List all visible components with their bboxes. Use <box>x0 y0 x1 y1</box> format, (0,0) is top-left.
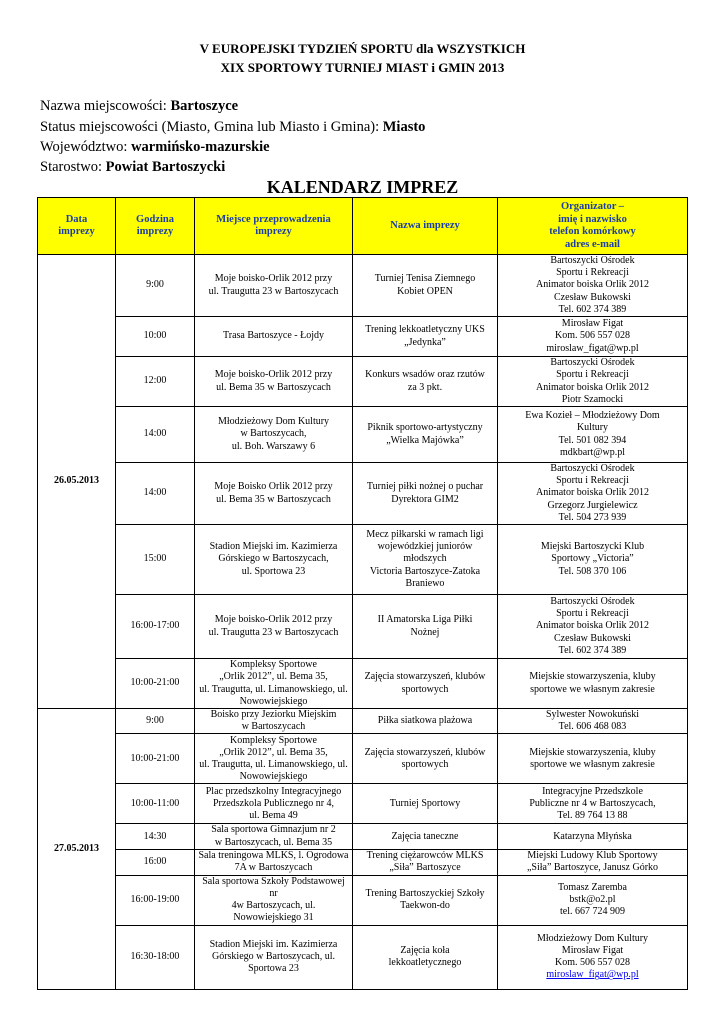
event-date: 26.05.2013 <box>38 255 116 709</box>
table-row <box>38 317 688 357</box>
event-time: 15:00 <box>116 525 195 595</box>
event-time: 10:00-21:00 <box>116 659 195 709</box>
event-name: Zajęcia koła lekkoatletycznego <box>353 925 498 989</box>
event-time: 16:00-17:00 <box>116 595 195 659</box>
event-organizer: Miejski Ludowy Klub Sportowy „Siła” Bartoszyce, Janusz Górko <box>498 849 688 875</box>
event-organizer: Mirosław Figat Kom. 506 557 028 miroslaw_figat@wp.pl <box>498 317 688 357</box>
event-place: Sala sportowa Szkoły Podstawowej nr 4w Bartoszycach, ul. Nowowiejskiego 31 <box>195 875 353 925</box>
event-organizer: Bartoszycki Ośrodek Sportu i Rekreacji Animator boiska Orlik 2012 Czesław Bukowski Tel. 602 374 389 <box>498 255 688 317</box>
event-name: Piłka siatkowa plażowa <box>353 709 498 734</box>
event-time: 9:00 <box>116 255 195 317</box>
table-row <box>38 875 688 925</box>
event-place: Boisko przy Jeziorku Miejskim w Bartoszycach <box>195 709 353 734</box>
event-time: 12:00 <box>116 357 195 407</box>
event-place: Moje boisko-Orlik 2012 przy ul. Traugutta 23 w Bartoszycach <box>195 255 353 317</box>
document-title-line-1: V EUROPEJSKI TYDZIEŃ SPORTU dla WSZYSTKICH <box>199 41 526 56</box>
table-row <box>38 709 688 734</box>
event-name: Piknik sportowo-artystyczny „Wielka Majówka” <box>353 407 498 463</box>
table-row <box>38 849 688 875</box>
table-row <box>38 407 688 463</box>
col-header-organizer: Organizator – imię i nazwisko telefon komórkowy adres e-mail <box>498 198 688 255</box>
event-time: 10:00-21:00 <box>116 734 195 784</box>
event-organizer: Miejskie stowarzyszenia, kluby sportowe we własnym zakresie <box>498 659 688 709</box>
event-organizer: Bartoszycki Ośrodek Sportu i Rekreacji Animator boiska Orlik 2012 Czesław Bukowski Tel. 602 374 389 <box>498 595 688 659</box>
event-place: Stadion Miejski im. Kazimierza Górskiego w Bartoszycach, ul. Sportowa 23 <box>195 525 353 595</box>
meta-town <box>40 96 238 117</box>
event-name: Zajęcia stowarzyszeń, klubów sportowych <box>353 659 498 709</box>
event-place: Kompleksy Sportowe „Orlik 2012”, ul. Bema 35, ul. Traugutta, ul. Limanowskiego, ul. Nowowiejskiego <box>195 659 353 709</box>
col-header-date: Data imprezy <box>38 198 116 255</box>
event-place: Trasa Bartoszyce - Łojdy <box>195 317 353 357</box>
meta-county-value: Powiat Bartoszycki <box>105 159 226 175</box>
event-organizer: Katarzyna Młyńska <box>498 824 688 849</box>
event-organizer: Miejskie stowarzyszenia, kluby sportowe we własnym zakresie <box>498 734 688 784</box>
event-place: Moje boisko-Orlik 2012 przy ul. Traugutta 23 w Bartoszycach <box>195 595 353 659</box>
event-name: Turniej piłki nożnej o puchar Dyrektora GIM2 <box>353 463 498 525</box>
event-time: 9:00 <box>116 709 195 734</box>
event-place: Plac przedszkolny Integracyjnego Przedszkola Publicznego nr 4, ul. Bema 49 <box>195 784 353 824</box>
meta-voivodeship-label: Województwo: <box>40 139 132 155</box>
event-time: 10:00-11:00 <box>116 784 195 824</box>
event-name: Trening ciężarowców MLKS „Siła” Bartoszyce <box>353 849 498 875</box>
event-place: Kompleksy Sportowe „Orlik 2012”, ul. Bema 35, ul. Traugutta, ul. Limanowskiego, ul. Nowowiejskiego <box>195 734 353 784</box>
event-name: Turniej Tenisa Ziemnego Kobiet OPEN <box>353 255 498 317</box>
event-time: 16:30-18:00 <box>116 925 195 989</box>
table-header-row <box>38 198 688 255</box>
event-time: 14:00 <box>116 463 195 525</box>
table-row <box>38 659 688 709</box>
event-organizer: Bartoszycki Ośrodek Sportu i Rekreacji Animator boiska Orlik 2012 Grzegorz Jurgielewicz Tel. 504 273 939 <box>498 463 688 525</box>
calendar-title: KALENDARZ IMPREZ <box>266 177 459 197</box>
event-name: Zajęcia stowarzyszeń, klubów sportowych <box>353 734 498 784</box>
meta-status-value: Miasto <box>382 119 426 135</box>
event-organizer: Bartoszycki Ośrodek Sportu i Rekreacji Animator boiska Orlik 2012 Piotr Szamocki <box>498 357 688 407</box>
event-place: Moje boisko-Orlik 2012 przy ul. Bema 35 w Bartoszycach <box>195 357 353 407</box>
event-date: 27.05.2013 <box>38 709 116 990</box>
col-header-place: Miejsce przeprowadzenia imprezy <box>195 198 353 255</box>
meta-voivodeship <box>40 137 270 158</box>
event-organizer: Młodzieżowy Dom Kultury Mirosław Figat Kom. 506 557 028 miroslaw_figat@wp.pl <box>498 925 688 989</box>
event-organizer: Integracyjne Przedszkole Publiczne nr 4 w Bartoszycach, Tel. 89 764 13 88 <box>498 784 688 824</box>
event-name: Mecz piłkarski w ramach ligi wojewódzkiej juniorów młodszych Victoria Bartoszyce-Zatoka Braniewo <box>353 525 498 595</box>
table-row <box>38 525 688 595</box>
event-organizer: Miejski Bartoszycki Klub Sportowy „Victoria” Tel. 508 370 106 <box>498 525 688 595</box>
table-row <box>38 595 688 659</box>
organizer-email-link[interactable]: miroslaw_figat@wp.pl <box>546 969 639 981</box>
meta-county <box>40 157 225 178</box>
event-organizer: Sylwester Nowokuński Tel. 606 468 083 <box>498 709 688 734</box>
col-header-time: Godzina imprezy <box>116 198 195 255</box>
event-time: 14:30 <box>116 824 195 849</box>
col-header-event-name: Nazwa imprezy <box>353 198 498 255</box>
meta-town-label: Nazwa miejscowości: <box>40 98 171 114</box>
meta-county-label: Starostwo: <box>40 159 106 175</box>
meta-status-label: Status miejscowości (Miasto, Gmina lub Miasto i Gmina): <box>40 119 383 135</box>
table-row <box>38 357 688 407</box>
table-row <box>38 463 688 525</box>
event-organizer: Ewa Kozieł – Młodzieżowy Dom Kultury Tel. 501 082 394 mdkbart@wp.pl <box>498 407 688 463</box>
event-place: Stadion Miejski im. Kazimierza Górskiego w Bartoszycach, ul. Sportowa 23 <box>195 925 353 989</box>
event-organizer: Tomasz Zaremba bstk@o2.pl tel. 667 724 909 <box>498 875 688 925</box>
events-table <box>37 197 688 990</box>
document-title-line-2: XIX SPORTOWY TURNIEJ MIAST i GMIN 2013 <box>220 60 505 75</box>
event-name: Trening Bartoszyckiej Szkoły Taekwon-do <box>353 875 498 925</box>
event-name: Trening lekkoatletyczny UKS „Jedynka” <box>353 317 498 357</box>
meta-voivodeship-value: warmińsko-mazurskie <box>131 139 270 155</box>
table-row <box>38 925 688 989</box>
table-row <box>38 824 688 849</box>
table-row <box>38 255 688 317</box>
event-name: II Amatorska Liga Piłki Nożnej <box>353 595 498 659</box>
event-name: Konkurs wsadów oraz rzutów za 3 pkt. <box>353 357 498 407</box>
event-time: 14:00 <box>116 407 195 463</box>
event-time: 10:00 <box>116 317 195 357</box>
event-time: 16:00 <box>116 849 195 875</box>
table-row <box>38 784 688 824</box>
event-place: Moje Boisko Orlik 2012 przy ul. Bema 35 w Bartoszycach <box>195 463 353 525</box>
table-row <box>38 734 688 784</box>
meta-status <box>40 117 425 138</box>
event-place: Młodzieżowy Dom Kultury w Bartoszycach, ul. Boh. Warszawy 6 <box>195 407 353 463</box>
event-name: Turniej Sportowy <box>353 784 498 824</box>
event-name: Zajęcia taneczne <box>353 824 498 849</box>
event-place: Sala treningowa MLKS, l. Ogrodowa 7A w Bartoszycach <box>195 849 353 875</box>
event-time: 16:00-19:00 <box>116 875 195 925</box>
event-place: Sala sportowa Gimnazjum nr 2 w Bartoszycach, ul. Bema 35 <box>195 824 353 849</box>
meta-town-value: Bartoszyce <box>170 98 239 114</box>
